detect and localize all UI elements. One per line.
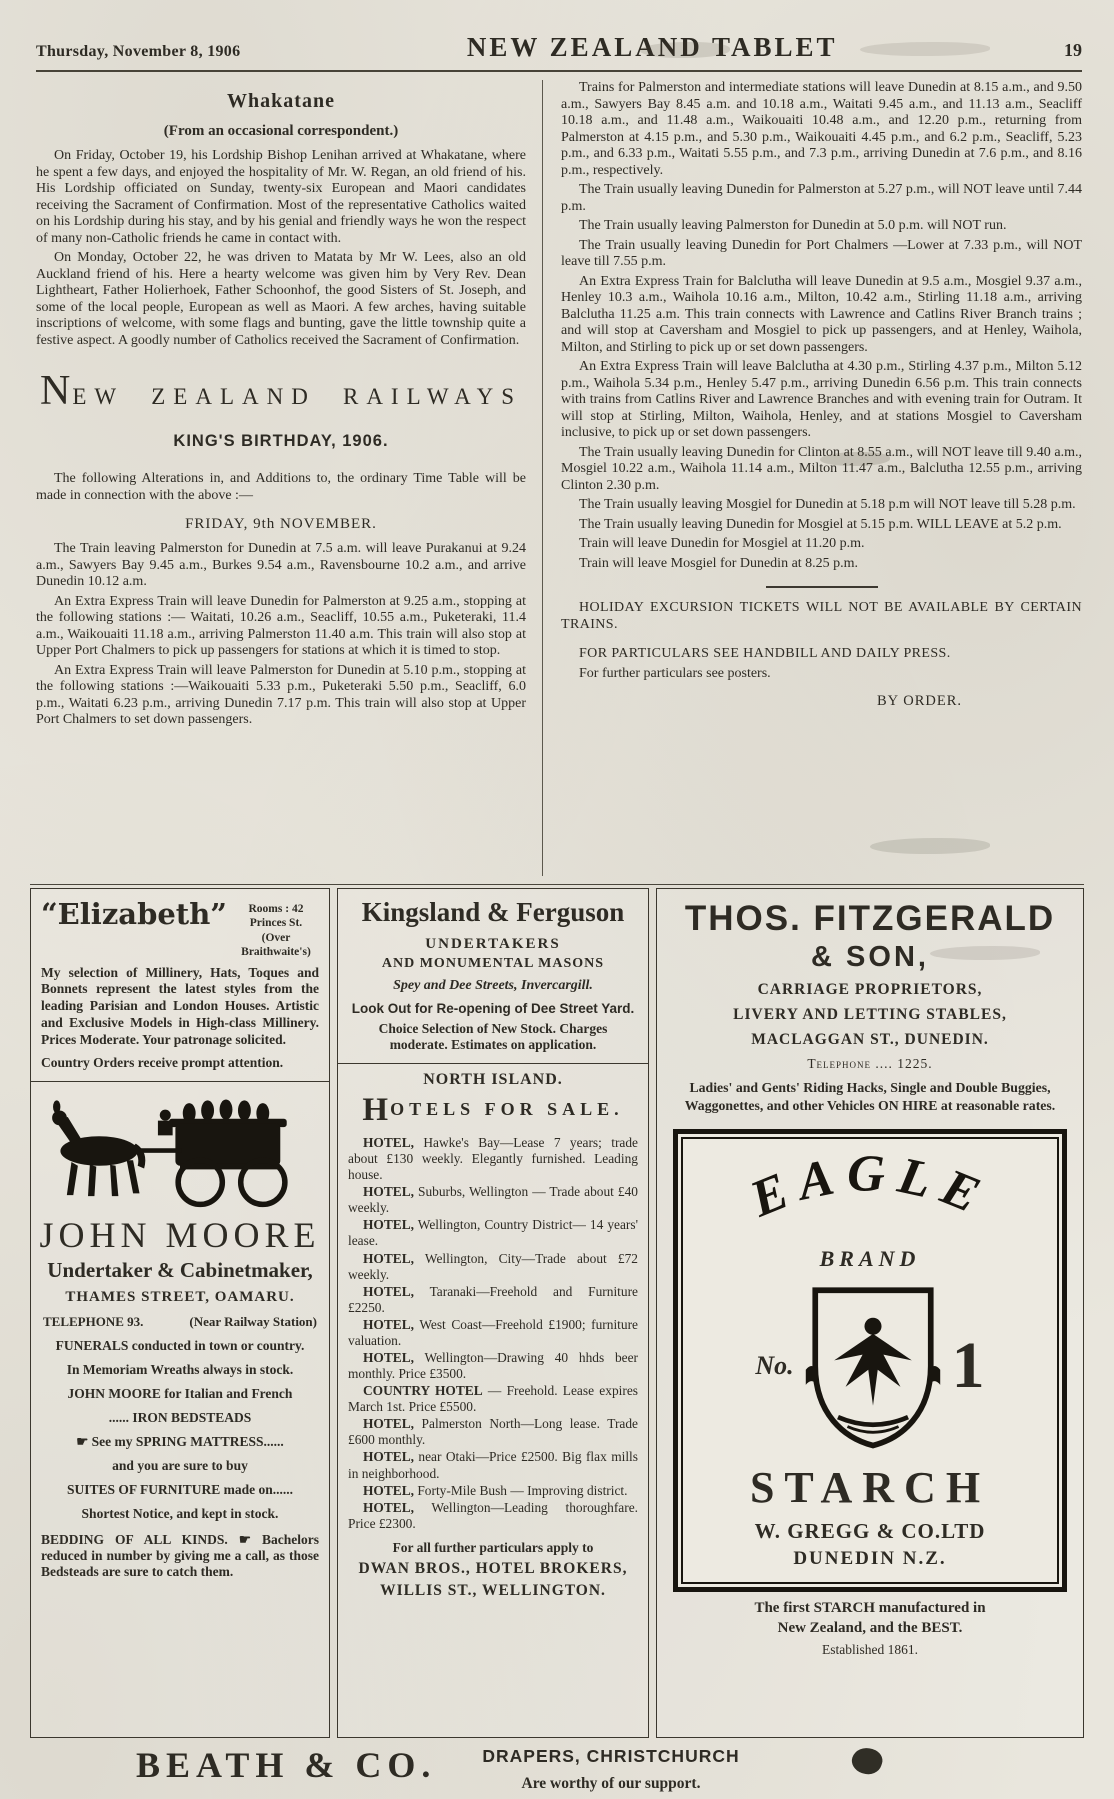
john-moore-line: JOHN MOORE for Italian and French [67, 1385, 293, 1401]
timetable-paragraph: The Train usually leaving Dunedin for Port Chalmers —Lower at 7.33 p.m., will NOT leave till 7.55 p.m. [561, 237, 1082, 270]
starch-tagline-line1: The first STARCH manufactured in [754, 1599, 986, 1616]
john-moore-trade: Undertaker & Cabinetmaker, [47, 1257, 313, 1282]
hotels-title [348, 1092, 638, 1129]
number-label: No. [755, 1350, 794, 1380]
kingsland-address: Spey and Dee Streets, Invercargill. [393, 978, 593, 993]
kingsland-notice: Look Out for Re-opening of Dee Street Yard. [351, 1001, 635, 1016]
hotel-detail: Palmerston North—Long lease. Trade £600 monthly. [348, 1416, 638, 1448]
page-number: 19 [1063, 40, 1082, 60]
elizabeth-rooms-line1: Rooms : 42 Princes St. [248, 903, 304, 930]
john-moore-line: FUNERALS conducted in town or country. [55, 1337, 305, 1353]
advertisement-section [30, 884, 1084, 1738]
ad-column-1 [30, 888, 330, 1738]
railways-word-railways: RAILWAYS [342, 384, 522, 410]
timetable-paragraph: An Extra Express Train will leave Balclutha at 4.30 p.m., Stirling 4.37 p.m., Milton 5.12 p.m., Waihola 5.34 p.m., Henley 5.47 p.m., arriving Dunedin 6.56 p.m. This train connects with trains from Catlins River and Lawrence Branches and with evening train for Outram. It will stop at Stirling, Milton, Waihola, Henley, and at stations Mosgiel to Caversham inclusive, to pick up or set down passengers. [561, 359, 1082, 441]
john-moore-station-note: (Near Railway Station) [189, 1313, 317, 1329]
kingsland-ferguson-ad [338, 889, 648, 1064]
elizabeth-footer: Country Orders receive prompt attention. [41, 1054, 284, 1070]
footer-banner [36, 1744, 1082, 1793]
timetable-paragraph: Trains for Palmerston and intermediate stations will leave Dunedin at 8.15 a.m., and 9.50 a.m., Sawyers Bay 8.45 a.m. and 10.18 a.m., Waitati 9.45 a.m., and 11.13 a.m., Seacliff 10.18 a.m., and 11.48 a.m., Waikouaiti 10.48 a.m., and 12.20 p.m., returning from Palmerston at 4.15 p.m., and 5.30 p.m., Waikouaiti 4.45 p.m., and 6.2 p.m., Seacliff, 5.23 p.m., and 6.33 p.m., Waitati 5.55 p.m., and 7.3 p.m., arriving Dunedin at 7.6 p.m., and 8.16 p.m., respectively. [561, 80, 1082, 178]
hotel-detail: Wellington, Country District— 14 years' lease. [348, 1217, 638, 1249]
hotel-lead: HOTEL, [363, 1184, 414, 1200]
john-moore-bedding-note: BEDDING OF ALL KINDS. ☛ Bachelors reduced in number by giving me a call, as those Bedsteads are sure to catch them. [41, 1531, 319, 1579]
holiday-notice: HOLIDAY EXCURSION TICKETS WILL NOT BE AVAILABLE BY CERTAIN TRAINS. [561, 600, 1082, 632]
hotel-listing [348, 1350, 638, 1382]
number-one: 1 [951, 1328, 985, 1402]
starch-tagline [657, 1598, 1083, 1639]
hotel-lead: HOTEL, [363, 1482, 414, 1498]
hotel-listing [348, 1135, 638, 1183]
hotel-detail: Wellington—Leading thoroughfare. Price £2300. [348, 1499, 638, 1531]
john-moore-street: THAMES STREET, OAMARU. [65, 1288, 295, 1305]
hotel-lead: HOTEL, [363, 1499, 414, 1515]
hotel-lead: HOTEL, [363, 1350, 414, 1366]
hotel-lead: COUNTRY HOTEL [363, 1383, 483, 1399]
hotel-lead: HOTEL, [363, 1217, 414, 1233]
ad-column-3 [656, 888, 1084, 1738]
starch-city: DUNEDIN N.Z. [793, 1547, 947, 1569]
railways-intro: The following Alterations in, and Additions to, the ordinary Time Table will be made in connection with the above :— [36, 471, 526, 503]
section-divider [766, 586, 878, 588]
john-moore-name: JOHN MOORE [39, 1214, 321, 1255]
elizabeth-rooms-line2: (Over Braithwaite's) [241, 931, 311, 959]
hotels-apply-note: For all further particulars apply to [392, 1539, 594, 1555]
right-column [542, 80, 1082, 876]
hotel-listing [348, 1483, 638, 1499]
dropcap-n: N [40, 368, 73, 415]
fitzgerald-address: MACLAGGAN ST., DUNEDIN. [751, 1031, 989, 1048]
beath-trade: DRAPERS, CHRISTCHURCH [482, 1746, 740, 1766]
posters-note: For further particulars see posters. [579, 665, 771, 681]
timetable-paragraph: Train will leave Mosgiel for Dunedin at 8.25 p.m. [579, 555, 859, 571]
fitzgerald-telephone: Telephone .... 1225. [807, 1056, 933, 1071]
hotel-detail: — Freehold. Lease expires March 1st. Price £5500. [348, 1383, 638, 1415]
john-moore-line: and you are sure to buy [112, 1457, 248, 1473]
article-byline: (From an occasional correspondent.) [163, 123, 399, 139]
elizabeth-millinery-ad [31, 889, 329, 1082]
timetable-paragraph: The Train usually leaving Dunedin for Clinton at 8.55 a.m., will NOT leave till 9.40 a.m., Mosgiel 10.22 a.m., Waihola 11.14 a.m., Milton 11.47 a.m., Balclutha 12.55 p.m., arriving Clinton 2.30 p.m. [561, 444, 1082, 493]
railways-word-new [40, 368, 125, 415]
kingsland-stock-note: Choice Selection of New Stock. Charges moderate. Estimates on application. [378, 1021, 608, 1052]
hotel-detail: Wellington—Drawing 40 hhds beer monthly. Price £3500. [348, 1350, 638, 1382]
timetable-paragraph: An Extra Express Train for Balclutha will leave Dunedin at 9.5 a.m., Mosgiel 9.37 a.m., Henley 10.3 a.m., Waihola 10.16 a.m., Milton, 10.42 a.m., Stirling 11.18 a.m., arriving Balclutha 11.25 a.m. This train connects with Lawrence and Catlins River Branch trains ; and will stop at Caversham and Mosgiel to pick up passengers, and at Henley, Waihola, Milton, and Stirling to pick up or set down passengers. [561, 273, 1082, 355]
fitzgerald-trade-1: CARRIAGE PROPRIETORS, [757, 981, 983, 998]
eagle-starch-ad [673, 1129, 1067, 1592]
john-moore-line: SUITES OF FURNITURE made on...... [66, 1481, 294, 1497]
article-paragraph: On Friday, October 19, his Lordship Bishop Lenihan arrived at Whakatane, where he spent a few days, and enjoyed the hospitality of Mr. W. Regan, an old friend of his. His Lordship officiated on Sunday, twenty-six European and Maori candidates receiving the Sacrament of Confirmation. Most of the representative Catholics waited on his Lordship during his stay, and by his genial and friendly ways he won the respect of many non-Catholic friends he came in contact with. [36, 148, 526, 246]
brand-label: BRAND [819, 1245, 921, 1271]
hotel-detail: Suburbs, Wellington — Trade about £40 weekly. [348, 1184, 638, 1216]
hotel-lead: HOTEL, [363, 1416, 414, 1432]
elizabeth-heading [41, 897, 319, 960]
dwan-brothers-address: WILLIS ST., WELLINGTON. [380, 1581, 606, 1599]
eagle-arched-wordmark [689, 1145, 1051, 1249]
timetable-paragraph: The Train usually leaving Dunedin for Mosgiel at 5.15 p.m. WILL LEAVE at 5.2 p.m. [579, 516, 1062, 532]
starch-tagline-line2: New Zealand, and the BEST. [777, 1620, 963, 1637]
timetable-paragraph: Train will leave Dunedin for Mosgiel at 11.20 p.m. [579, 536, 865, 552]
kingsland-name: Kingsland & Ferguson [361, 897, 625, 927]
hotel-listing [348, 1416, 638, 1448]
railways-paragraph: The Train leaving Palmerston for Dunedin at 7.5 a.m. will leave Purakanui at 9.24 a.m., Sawyers Bay 9.45 a.m., Burkes 9.54 a.m., Ravensbourne 10.2 a.m., and arrive Dunedin 10.12 a.m. [36, 541, 526, 590]
hotels-region-heading: NORTH ISLAND. [423, 1071, 563, 1088]
beath-trade-block [482, 1744, 739, 1793]
kingsland-trade-2: AND MONUMENTAL MASONS [381, 956, 605, 971]
particulars-notice: FOR PARTICULARS SEE HANDBILL AND DAILY PRESS. [579, 646, 951, 662]
main-content [36, 80, 1082, 876]
hotel-listing [348, 1217, 638, 1249]
hotels-title-text: OTELS FOR SALE. [390, 1099, 624, 1119]
hotel-listing [348, 1251, 638, 1283]
hotel-listing [348, 1317, 638, 1349]
fitzgerald-body: Ladies' and Gents' Riding Hacks, Single and Double Buggies, Waggonettes, and other Vehicles ON HIRE at reasonable rates. [684, 1080, 1056, 1113]
hotel-lead: HOTEL, [363, 1135, 414, 1150]
railways-word-new-rest: EW [72, 384, 125, 410]
john-moore-line: ☛ See my SPRING MATTRESS...... [76, 1433, 284, 1449]
article-paragraph: On Monday, October 22, he was driven to Matata by Mr W. Lees, also an old Auckland friend of his. Here a hearty welcome was given him by Very Rev. Dean Lightheart, Father Holierhoek, Father Schoonhof, the good Sisters of St. Joseph, and some of the local people, European as well as Maori. A few arches, having suitable inscriptions of welcome, with some flags and bunting, gave the little township quite a festive aspect. A goodly number of Catholics received the Sacrament of Confirmation. [36, 250, 526, 348]
ad-column-2 [337, 888, 649, 1738]
john-moore-line: Shortest Notice, and kept in stock. [81, 1505, 279, 1521]
railways-word-zealand: ZEALAND [151, 384, 316, 410]
article-title-whakatane: Whakatane [227, 90, 335, 112]
john-moore-line: In Memoriam Wreaths always in stock. [66, 1361, 294, 1377]
hotel-detail: Hawke's Bay—Lease 7 years; trade about £130 weekly. Elegantly furnished. Leading house. [348, 1135, 638, 1183]
john-moore-ad [31, 1082, 329, 1584]
hotel-listing [348, 1284, 638, 1316]
masthead [36, 32, 1082, 72]
eagle-emblem-row [689, 1278, 1051, 1454]
beath-support-line: Are worthy of our support. [521, 1775, 701, 1792]
fitzgerald-ad [657, 889, 1083, 1121]
kingsland-trade-1: UNDERTAKERS [425, 936, 561, 952]
fitzgerald-name-line2: & SON, [811, 941, 929, 973]
hotel-listing [348, 1383, 638, 1415]
starch-wordmark: STARCH [749, 1462, 991, 1512]
hotel-lead: HOTEL, [363, 1316, 414, 1332]
fitzgerald-name-line1: THOS. FITZGERALD [684, 899, 1056, 938]
john-moore-line: ...... IRON BEDSTEADS [108, 1409, 252, 1425]
hotel-lead: HOTEL, [363, 1449, 414, 1465]
dwan-brothers-name: DWAN BROS., HOTEL BROKERS, [358, 1559, 628, 1577]
hearse-illustration [42, 1090, 318, 1212]
left-column [36, 80, 542, 876]
elizabeth-name: “Elizabeth” [41, 897, 227, 931]
timetable-paragraph: The Train usually leaving Mosgiel for Dunedin at 5.18 p.m will NOT leave till 5.28 p.m. [579, 497, 1076, 513]
issue-date: Thursday, November 8, 1906 [36, 43, 241, 60]
beath-and-co-name: BEATH & CO. [136, 1745, 437, 1785]
eagle-starch-frame [681, 1137, 1059, 1584]
hotel-detail: Taranaki—Freehold and Furniture £2250. [348, 1283, 638, 1315]
hotel-listing [348, 1449, 638, 1481]
friday-heading: FRIDAY, 9th NOVEMBER. [185, 516, 377, 533]
hotel-lead: HOTEL, [363, 1283, 414, 1299]
hotel-detail: West Coast—Freehold £1900; furniture valuation. [348, 1316, 638, 1348]
newspaper-title: NEW ZEALAND TABLET [466, 32, 838, 62]
railways-paragraph: An Extra Express Train will leave Palmerston for Dunedin at 5.10 p.m., stopping at the following stations :—Waikouaiti 5.33 p.m., Puketeraki 5.50 p.m., Seacliff, 6.0 p.m., Waitati 6.23 p.m., arriving Dunedin 7.17 p.m. This train will also stop at Upper Port Chalmers to set down passengers. [36, 662, 526, 728]
hotel-detail: Forty-Mile Bush — Improving district. [417, 1482, 628, 1498]
fitzgerald-trade-2: LIVERY AND LETTING STABLES, [733, 1006, 1007, 1023]
hotel-detail: Wellington, City—Trade about £72 weekly. [348, 1250, 639, 1282]
svg-text:EAGLE: EAGLE [742, 1145, 998, 1229]
hotel-listing [348, 1500, 638, 1532]
john-moore-telephone-row [39, 1314, 321, 1330]
hotel-detail: near Otaki—Price £2500. Big flax mills in neighborhood. [348, 1449, 638, 1481]
hotels-for-sale-ad [338, 1064, 648, 1608]
hotel-listing [348, 1184, 638, 1216]
kings-birthday-heading: KING'S BIRTHDAY, 1906. [173, 432, 389, 451]
timetable-paragraph: The Train usually leaving Dunedin for Palmerston at 5.27 p.m., will NOT leave until 7.44 p.m. [561, 182, 1082, 214]
starch-established: Established 1861. [822, 1642, 918, 1658]
by-order: BY ORDER. [877, 692, 962, 709]
eagle-shield-icon [802, 1278, 944, 1454]
hotel-lead: HOTEL, [363, 1250, 414, 1266]
railways-heading [40, 368, 522, 415]
timetable-paragraph: The Train usually leaving Palmerston for Dunedin at 5.0 p.m. will NOT run. [579, 218, 1007, 234]
dropcap-h: H [362, 1092, 389, 1128]
elizabeth-address [233, 897, 319, 960]
john-moore-telephone: TELEPHONE 93. [43, 1313, 144, 1329]
elizabeth-body: My selection of Millinery, Hats, Toques and Bonnets represent the latest styles from the leading Parisian and London Houses. Artistic and Exclusive Models in High-class Millinery. Prices Moderate. Your patronage solicited. [41, 964, 319, 1047]
starch-maker: W. GREGG & CO.LTD [754, 1518, 986, 1543]
railways-paragraph: An Extra Express Train will leave Dunedin for Palmerston at 9.25 a.m., stopping at the following stations :— Waitati, 10.26 a.m., Seacliff, 10.55 a.m., Puketeraki, 11.4 a.m., Waikouaiti 11.18 a.m., arriving Palmerston 11.40 a.m. This train will also stop at Upper Port Chalmers to pick up passengers for stations at which it is timed to stop. [36, 593, 526, 659]
